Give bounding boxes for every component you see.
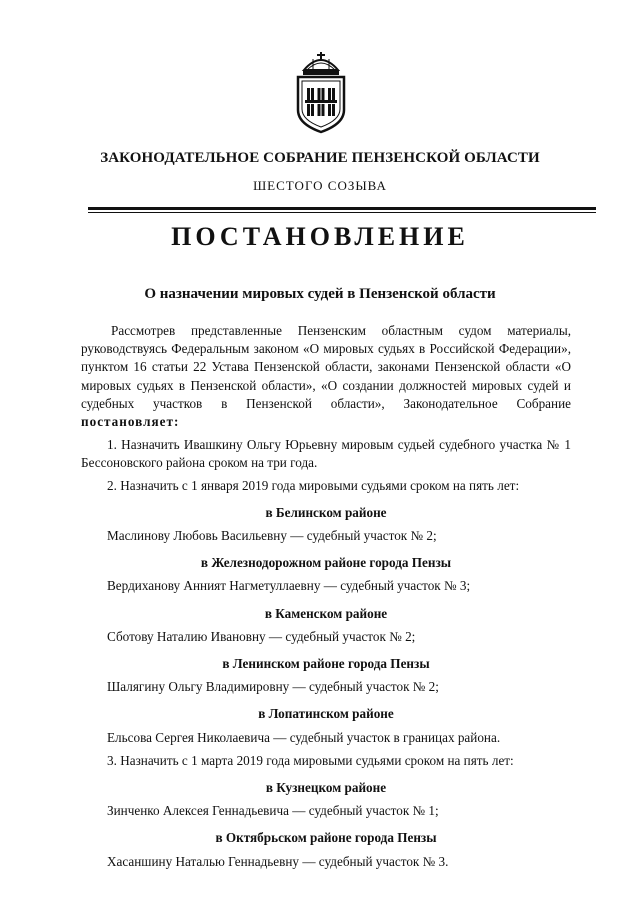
judge-appointment: Зинченко Алексея Геннадьевича — судебный участок № 1; <box>107 803 439 819</box>
penza-coat-of-arms-icon <box>290 48 352 134</box>
document-body <box>81 322 571 876</box>
convocation-label: ШЕСТОГО СОЗЫВА <box>253 178 387 193</box>
preamble-text: Рассмотрев представленные Пензенским областным судом материалы, руководствуясь Федеральным законом «О мировых судьях в Российской Федерации», пунктом 16 статьи 22 Устава Пензенской области, законами Пензенской области «О мировых судьях в Пензенской области», «О создании должностей мировых судей и судебных участков в Пензенской области», Законодательное Собрание <box>81 323 571 411</box>
district-heading: в Лопатинском районе <box>258 706 394 722</box>
document-type-title: ПОСТАНОВЛЕНИЕ <box>171 222 469 251</box>
item-3: 3. Назначить с 1 марта 2019 года мировыми судьями сроком на пять лет: <box>107 752 514 768</box>
judge-appointment: Вердиханову Анният Нагметуллаевну — судебный участок № 3; <box>107 578 471 594</box>
district-heading: в Октябрьском районе города Пензы <box>215 830 437 846</box>
district-heading: в Железнодорожном районе города Пензы <box>200 555 452 571</box>
header-rule-thin <box>88 212 596 213</box>
resolution-verb: постановляет: <box>81 414 180 430</box>
district-heading: в Кузнецком районе <box>265 780 387 796</box>
item-1: 1. Назначить Ивашкину Ольгу Юрьевну мировым судьей судебного участка № 1 Бессоновского района сроком на три года. <box>81 437 571 471</box>
district-heading: в Ленинском районе города Пензы <box>222 656 430 672</box>
judge-appointment: Сботову Наталию Ивановну — судебный участок № 2; <box>107 628 416 644</box>
judge-appointment: Шалягину Ольгу Владимировну — судебный участок № 2; <box>107 679 439 695</box>
organization-title: ЗАКОНОДАТЕЛЬНОЕ СОБРАНИЕ ПЕНЗЕНСКОЙ ОБЛАСТИ <box>100 150 540 166</box>
judge-appointment: Ельсова Сергея Николаевича — судебный участок в границах района. <box>107 729 501 745</box>
district-heading: в Белинском районе <box>265 504 387 520</box>
judge-appointment: Маслинову Любовь Васильевну — судебный участок № 2; <box>107 528 437 544</box>
district-heading: в Каменском районе <box>264 605 388 621</box>
header-rule-thick <box>88 207 596 210</box>
preamble-paragraph <box>81 322 571 431</box>
document-subject: О назначении мировых судей в Пензенской области <box>144 286 496 302</box>
item-2: 2. Назначить с 1 января 2019 года мировыми судьями сроком на пять лет: <box>107 477 520 493</box>
judge-appointment: Хасаншину Наталью Геннадьевну — судебный участок № 3. <box>107 853 449 869</box>
